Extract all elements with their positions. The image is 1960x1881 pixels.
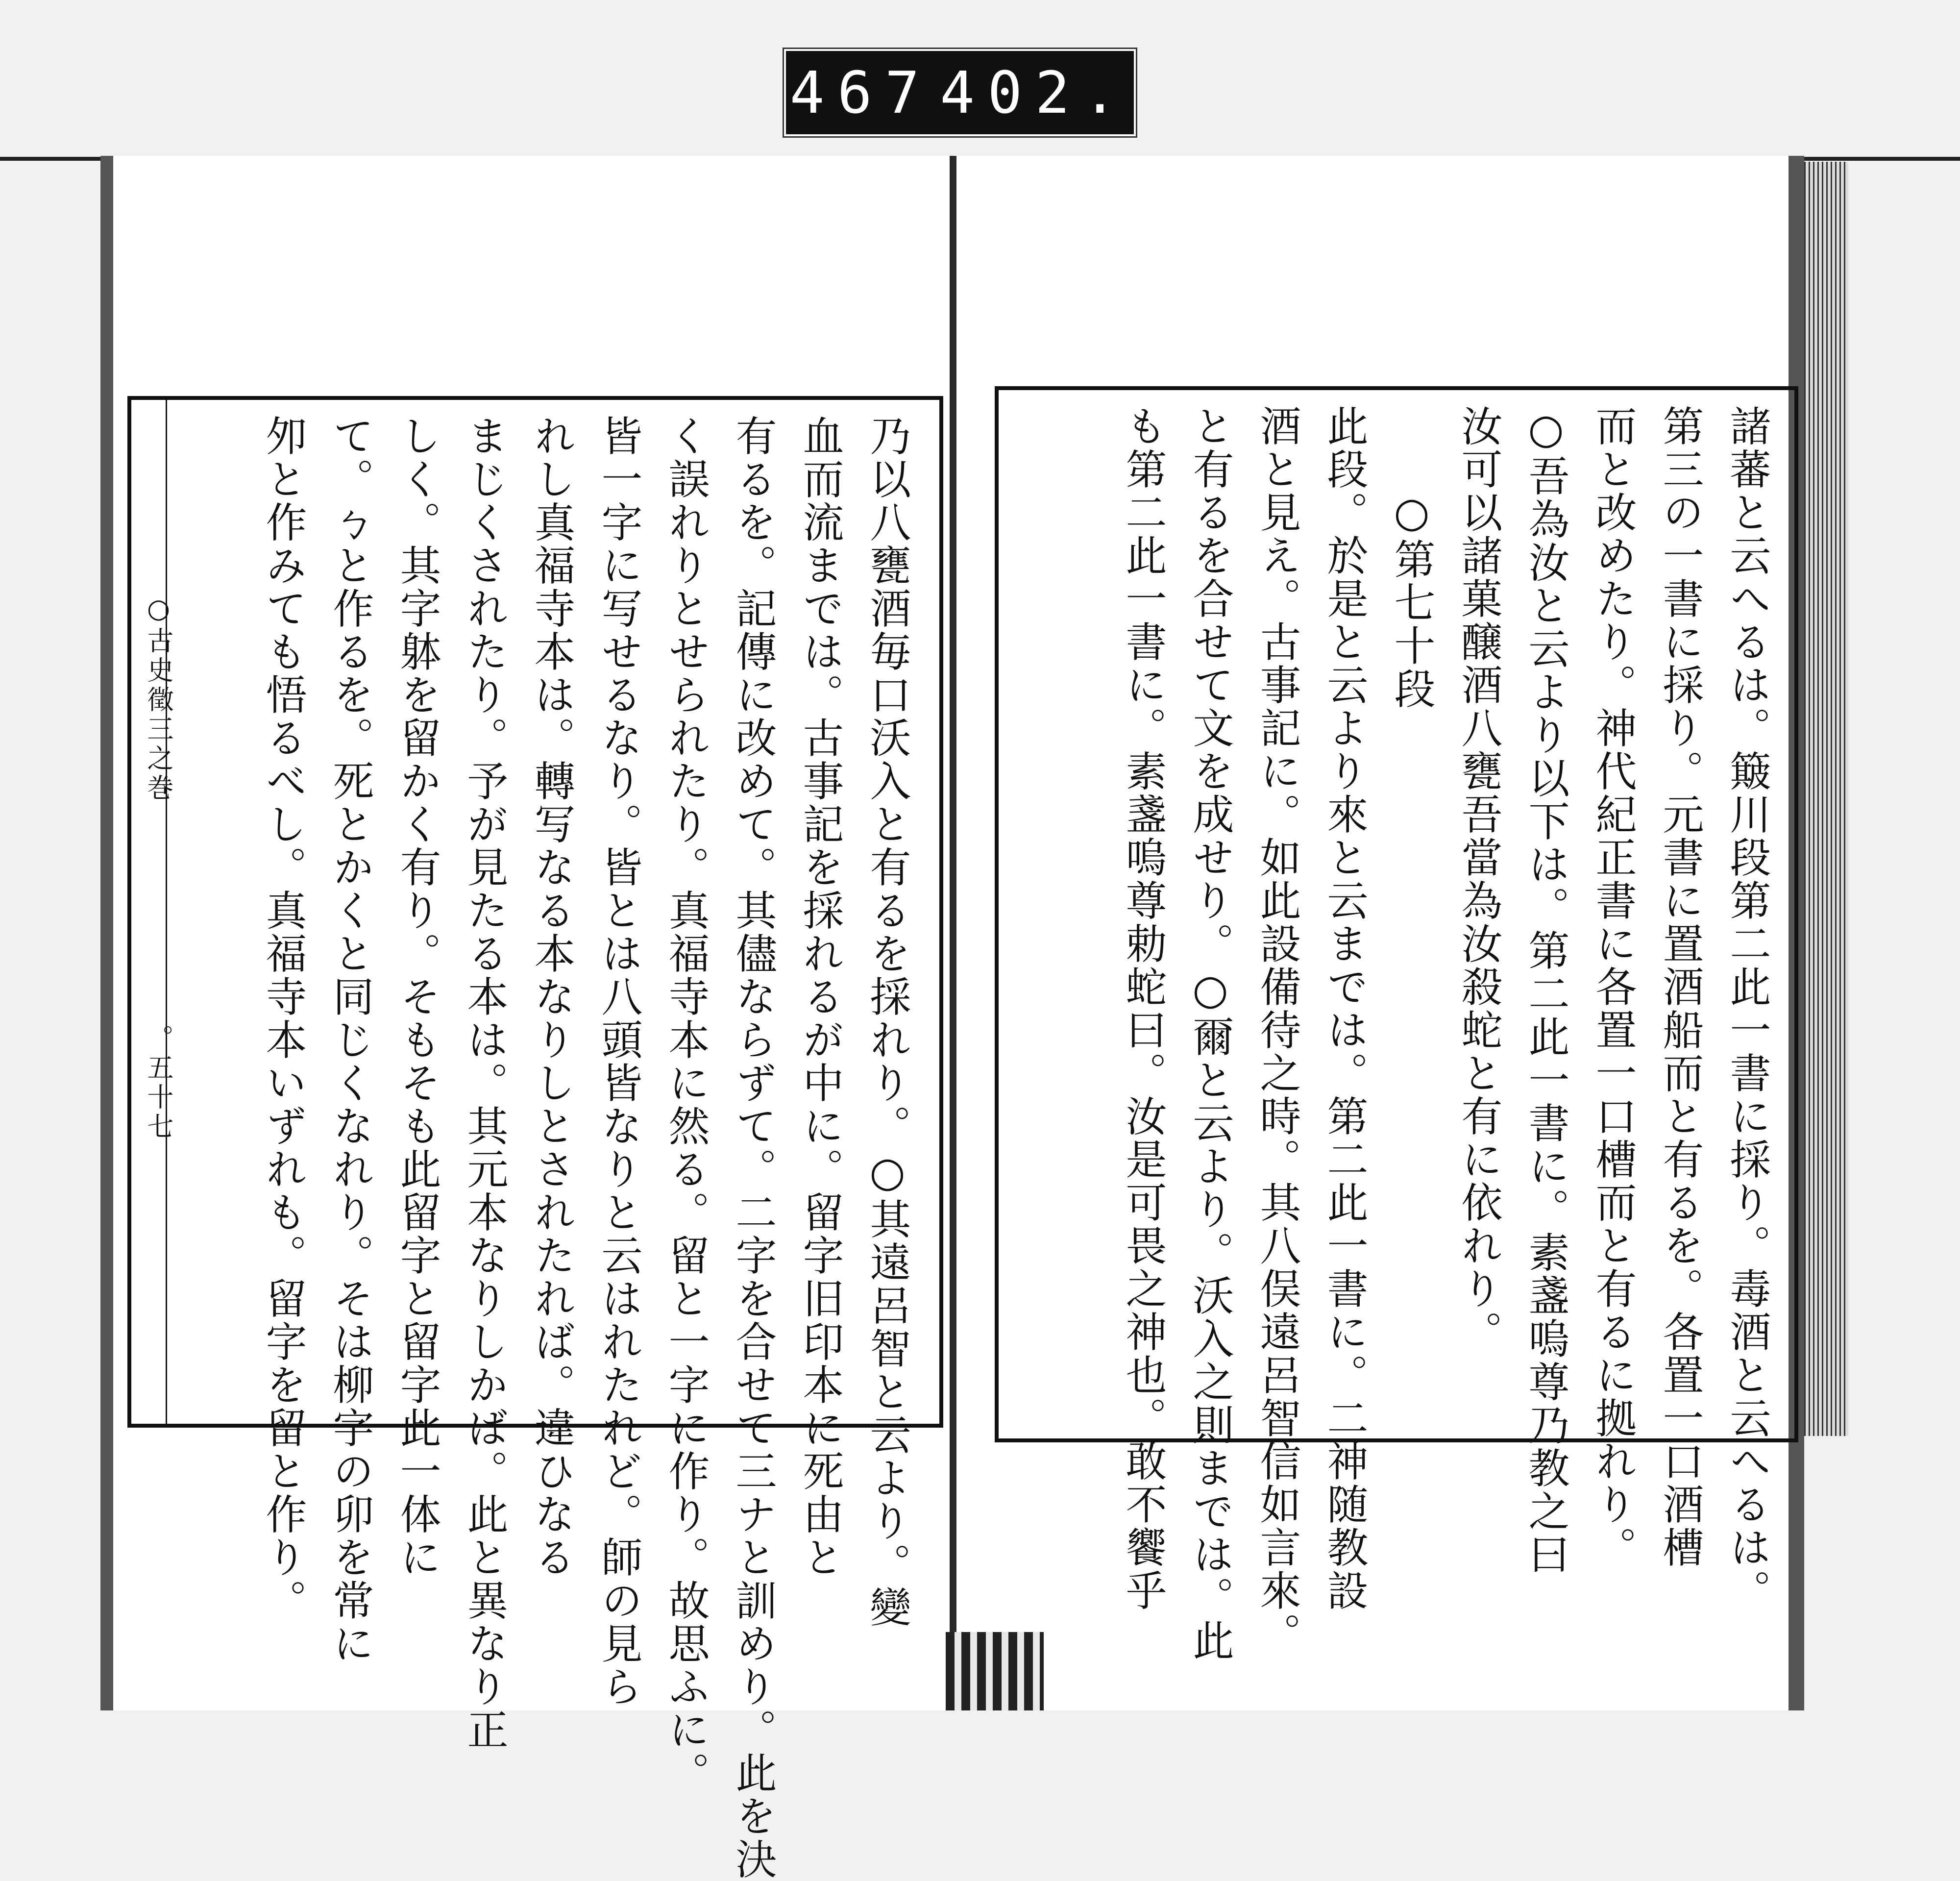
- text-column: 第三の一書に採り。元書に置酒船而と有るを。各置一口酒槽: [1656, 405, 1704, 1569]
- archive-number-left: 467: [789, 59, 932, 126]
- left-text-frame: [127, 396, 943, 1881]
- text-column: て。ㄅと作るを。死とかくと同じくなれり。そは柳字の卯を常に: [326, 415, 374, 1665]
- text-column: 夘と作みても悟るべし。真福寺本いずれも。留字を留と作り。: [259, 415, 307, 1622]
- text-column: ○吾為汝と云より以下は。第二此一書に。素盞嗚尊乃教之曰: [1522, 405, 1570, 1576]
- text-column: 有るを。記傳に改めて。其儘ならずて。二字を合せて三ナと訓めり。此を決: [729, 415, 777, 1881]
- archive-number-right: 402.: [940, 59, 1130, 126]
- section-heading: ○第七十段: [1388, 488, 1436, 711]
- right-page-text: [1109, 405, 1781, 1662]
- page-number: 。五十七: [143, 1024, 174, 1142]
- text-column: く誤れりとせられたり。真福寺本に然る。留と一字に作り。故思ふに。: [662, 415, 710, 1795]
- text-column: 諸蕃と云へるは。簸川段第二此一書に採り。毒酒と云へるは。: [1723, 405, 1771, 1612]
- text-column: 血而流までは。古事記を採れるが中に。留字旧印本に死由と: [796, 415, 844, 1579]
- text-column: れし真福寺本は。轉写なる本なりしとされたれば。違ひなる: [528, 415, 576, 1579]
- binding-thread: [946, 1632, 1044, 1710]
- left-page-text: [249, 415, 921, 1881]
- archive-label-plate: [784, 49, 1136, 136]
- page-edges: [1804, 162, 1848, 1436]
- text-column: も第二此一書に。素盞嗚尊勅蛇曰。汝是可畏之神也。敢不饗乎: [1119, 405, 1167, 1612]
- text-column: 而と改めたり。神代紀正書に各置一口槽而と有るに拠れり。: [1589, 405, 1637, 1569]
- text-column: 此段。於是と云より來と云までは。第二此一書に。二神随教設: [1321, 405, 1369, 1612]
- book-gutter: [950, 156, 956, 1710]
- text-column: しく。其字躰を留かく有り。そもそも此留字と留字此一体に: [393, 415, 441, 1579]
- text-column: 汝可以諸菓醸酒八甕吾當為汝殺蛇と有に依れり。: [1455, 405, 1503, 1354]
- text-column: 酒と見え。古事記に。如此設備待之時。其八俣遠呂智信如言來。: [1253, 405, 1301, 1656]
- text-column: 皆一字に写せるなり。皆とは八頭皆なりと云はれたれど。師の見ら: [595, 415, 643, 1708]
- right-text-frame: [995, 386, 1798, 1662]
- book-title-margin: ○古史徵三之巻: [143, 593, 174, 803]
- margin-rule: [166, 400, 167, 1424]
- text-column: 乃以八甕酒毎口沃入と有るを採れり。○其遠呂智と云より。變: [863, 415, 911, 1629]
- text-column: まじくされたり。予が見たる本は。其元本なりしかば。此と異なり正: [461, 415, 509, 1752]
- text-column: と有るを合せて文を成せり。○爾と云より。沃入之則までは。此: [1186, 405, 1234, 1662]
